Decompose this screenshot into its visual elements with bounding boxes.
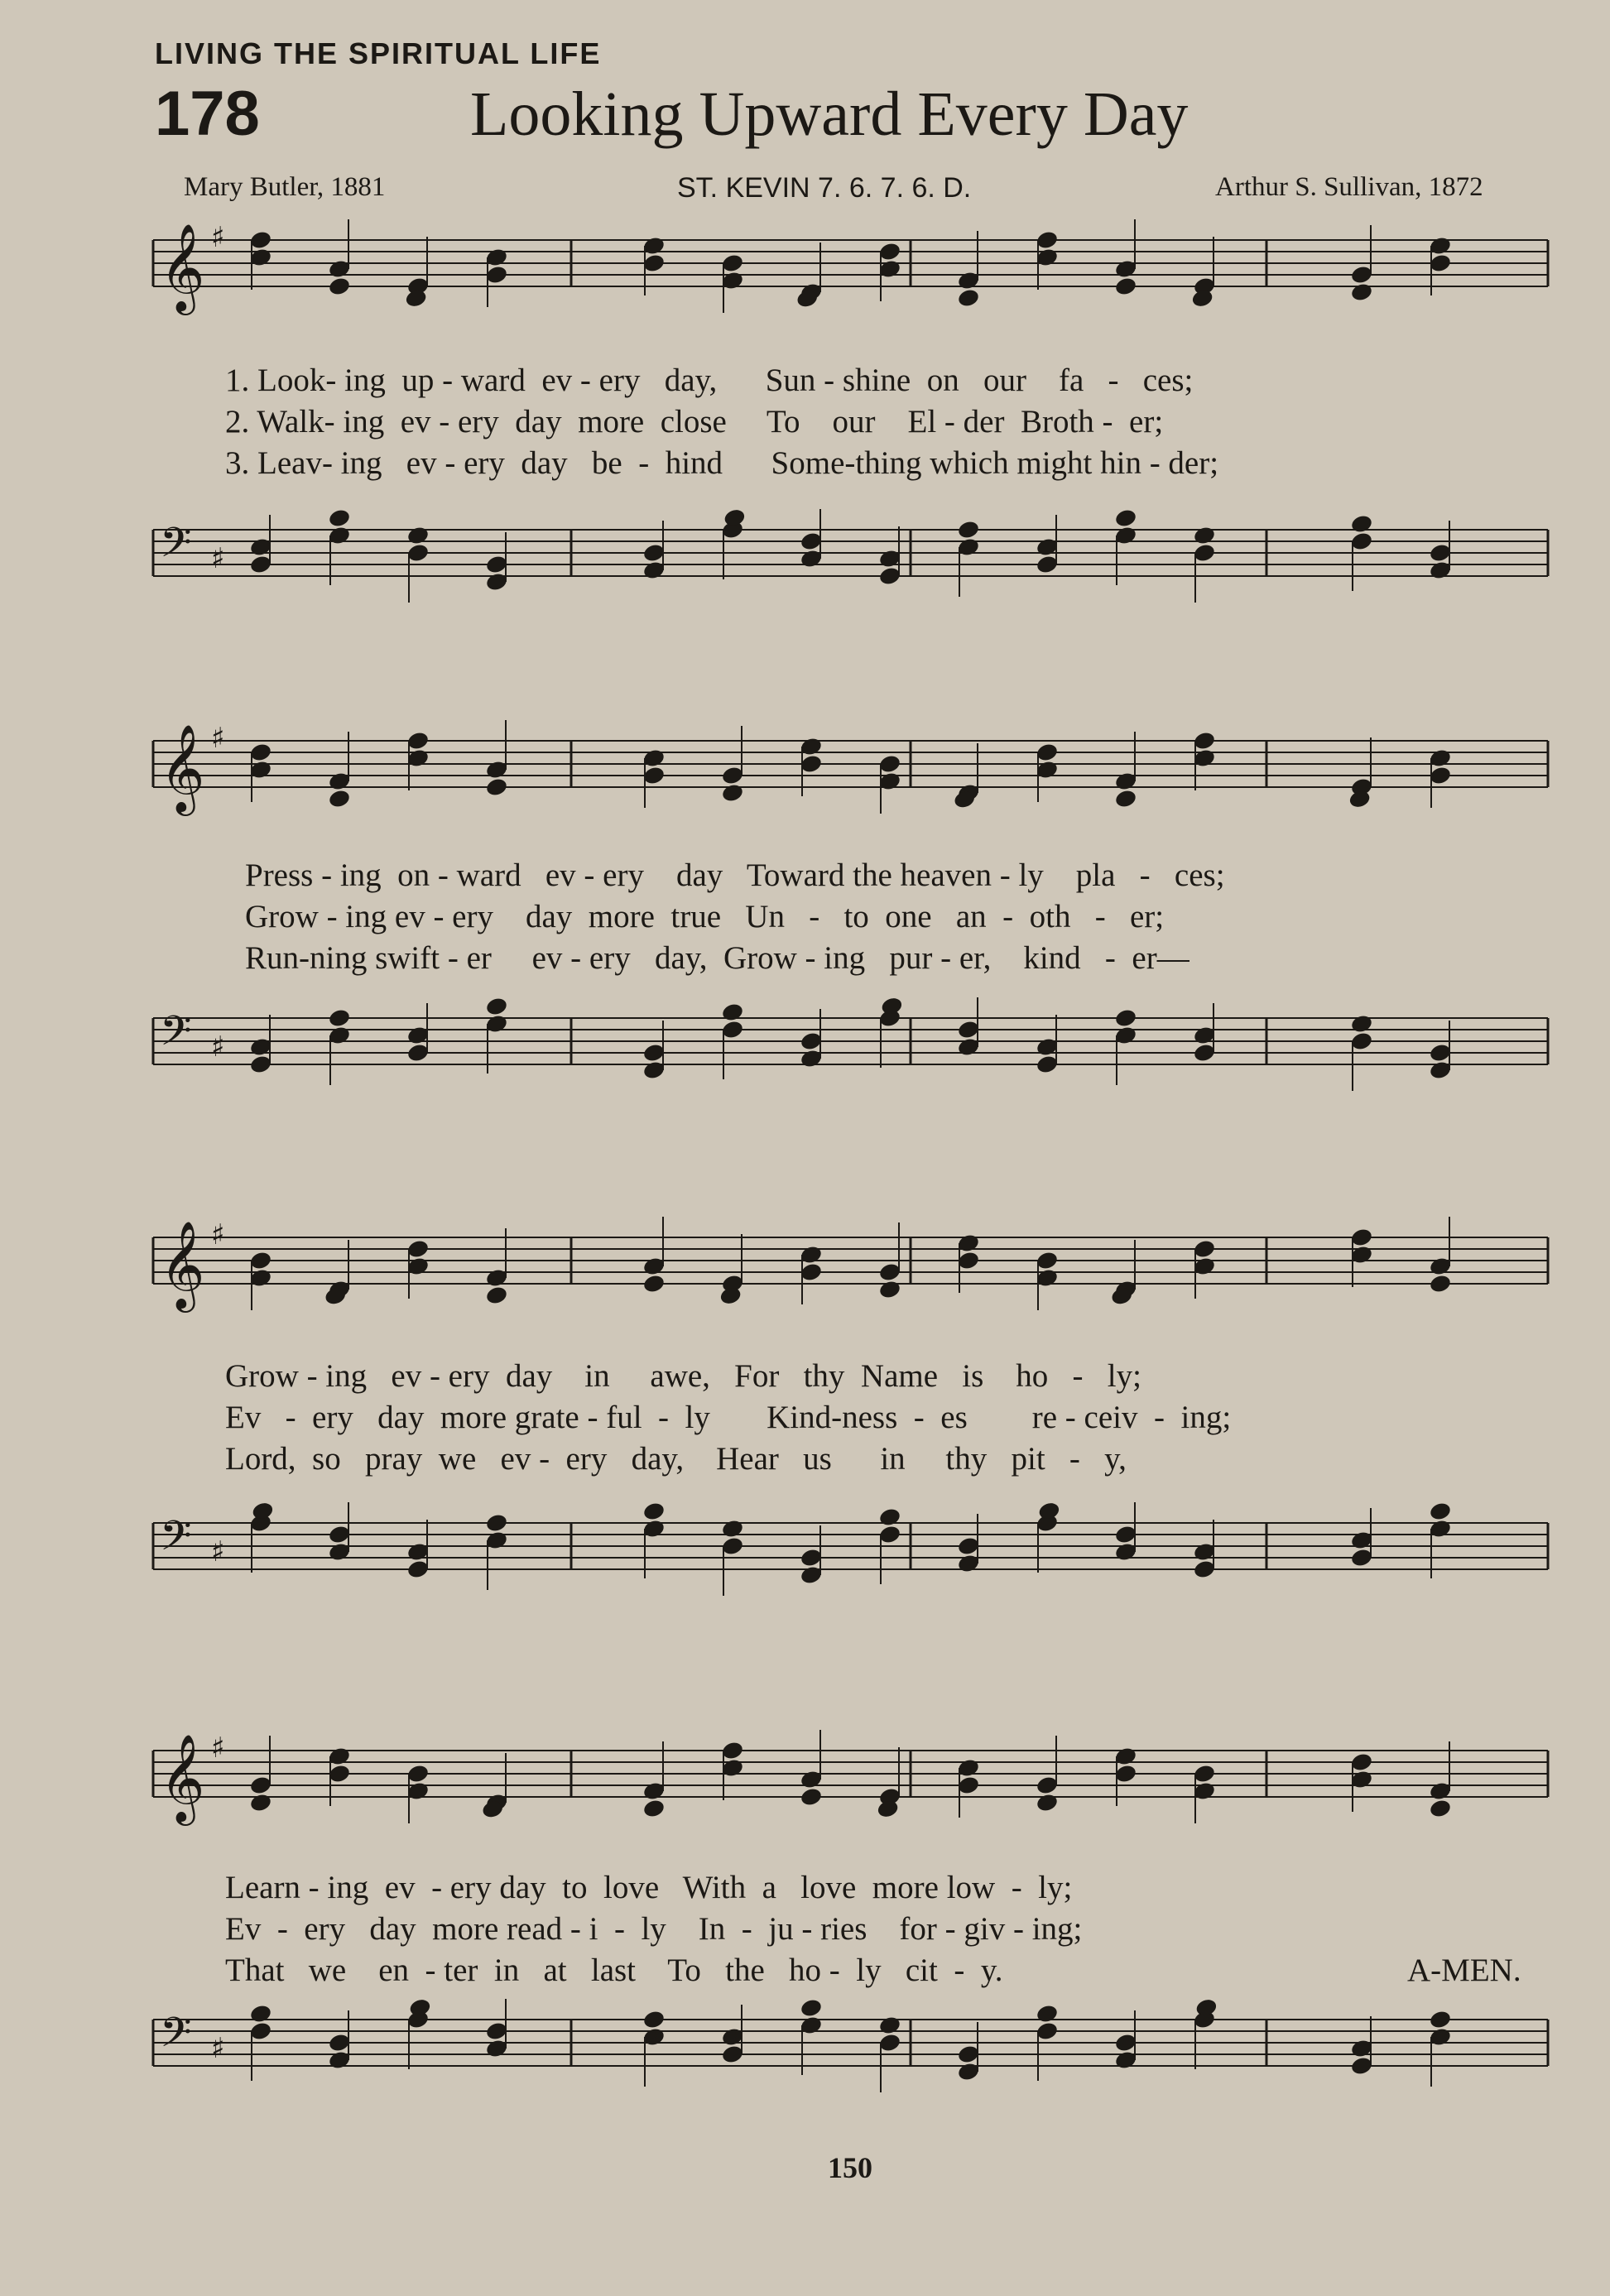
words-credit: Mary Butler, 1881 (184, 172, 386, 202)
note-head (485, 776, 509, 797)
bass-staff-3 (0, 1490, 1610, 1639)
lyric-line: Press - ing on - ward ev - ery day Toward the heaven - ly pla - ces; (245, 857, 1225, 893)
note-head (1429, 1501, 1453, 1521)
lyric-line: 2. Walk- ing ev - ery day more close To our El - der Broth - er; (225, 404, 1164, 440)
bass-staff-1 (0, 497, 1610, 646)
note-head (1350, 281, 1374, 302)
sharp-icon: ♯ (211, 221, 225, 254)
bass-clef-icon: 𝄢 (160, 1512, 192, 1570)
note-head (1350, 1013, 1374, 1034)
lyric-line: Grow - ing ev - ery day in awe, For thy Name is ho - ly; (225, 1358, 1141, 1394)
lyric-line: 3. Leav- ing ev - ery day be - hind Some-thing which might hin - der; (225, 445, 1219, 481)
treble-staff-2 (0, 708, 1610, 857)
tune-credit: ST. KEVIN 7. 6. 7. 6. D. (677, 172, 972, 204)
note-head (800, 1997, 824, 2018)
note-head (328, 276, 352, 296)
note-head (406, 525, 430, 545)
note-head (878, 1279, 902, 1299)
lyric-line: Ev - ery day more grate - ful - ly Kind-ness - es re - ceiv - ing; (225, 1400, 1232, 1435)
note-head (721, 782, 745, 803)
section-heading: LIVING THE SPIRITUAL LIFE (155, 36, 602, 70)
treble-staff-4 (0, 1717, 1610, 1866)
sharp-icon: ♯ (211, 1030, 225, 1064)
note-head (328, 507, 352, 528)
note-head (485, 1285, 509, 1305)
note-head (800, 1786, 824, 1807)
lyric-line: Lord, so pray we ev - ery day, Hear us in thy pit - y, (225, 1441, 1127, 1477)
lyric-line: 1. Look- ing up - ward ev - ery day, Sun - shine on our fa - ces; (225, 363, 1194, 398)
lyric-line: Grow - ing ev - ery day more true Un - to one an - oth - er; (245, 899, 1165, 934)
hymn-number: 178 (155, 79, 260, 149)
bass-staff-2 (0, 985, 1610, 1134)
bass-staff-4 (0, 1986, 1610, 2135)
note-head (1114, 276, 1138, 296)
note-head (1350, 513, 1374, 534)
sharp-icon: ♯ (211, 1732, 225, 1765)
note-head (249, 2003, 273, 2024)
note-head (878, 1506, 902, 1527)
hymn-title: Looking Upward Every Day (470, 79, 1189, 149)
sharp-icon: ♯ (211, 2032, 225, 2065)
amen-label: A-MEN. (1407, 1953, 1521, 1988)
treble-staff-3 (0, 1204, 1610, 1353)
note-head (328, 788, 352, 809)
treble-clef-icon: 𝄞 (160, 223, 205, 311)
note-head (721, 1518, 745, 1539)
note-head (328, 1007, 352, 1028)
sharp-icon: ♯ (211, 1535, 225, 1568)
note-head (1193, 525, 1217, 545)
treble-clef-icon: 𝄞 (160, 1733, 205, 1822)
note-head (249, 1792, 273, 1813)
note-head (957, 519, 981, 540)
music-credit: Arthur S. Sullivan, 1872 (1215, 172, 1483, 202)
bass-clef-icon: 𝄢 (160, 1007, 192, 1065)
note-head (642, 1798, 666, 1818)
lyric-line: Learn - ing ev - ery day to love With a love more low - ly; (225, 1870, 1073, 1905)
sharp-icon: ♯ (211, 1218, 225, 1251)
treble-clef-icon: 𝄞 (160, 723, 205, 812)
lyric-line: Run-ning swift - er ev - ery day, Grow - ing pur - er, kind - er— (245, 940, 1189, 976)
note-head (721, 1001, 745, 1022)
lyric-line: That we en - ter in at last To the ho - ly cit - y. (225, 1953, 1003, 1988)
page-number: 150 (828, 2151, 872, 2184)
note-head (1429, 1273, 1453, 1294)
note-head (485, 996, 509, 1016)
note-head (642, 1501, 666, 1521)
sharp-icon: ♯ (211, 542, 225, 575)
note-head (1429, 2009, 1453, 2029)
note-head (1036, 1792, 1060, 1813)
note-head (878, 2015, 902, 2035)
bass-clef-icon: 𝄢 (160, 2009, 192, 2067)
note-head (1036, 2003, 1060, 2024)
treble-staff-1 (0, 207, 1610, 356)
note-head (642, 2009, 666, 2029)
note-head (957, 287, 981, 308)
note-head (642, 1273, 666, 1294)
note-head (1114, 788, 1138, 809)
note-head (1114, 507, 1138, 528)
note-head (1114, 1007, 1138, 1028)
sharp-icon: ♯ (211, 722, 225, 755)
note-head (485, 1512, 509, 1533)
note-head (1429, 1798, 1453, 1818)
treble-clef-icon: 𝄞 (160, 1220, 205, 1309)
lyric-line: Ev - ery day more read - i - ly In - ju - ries for - giv - ing; (225, 1911, 1083, 1947)
bass-clef-icon: 𝄢 (160, 519, 192, 577)
